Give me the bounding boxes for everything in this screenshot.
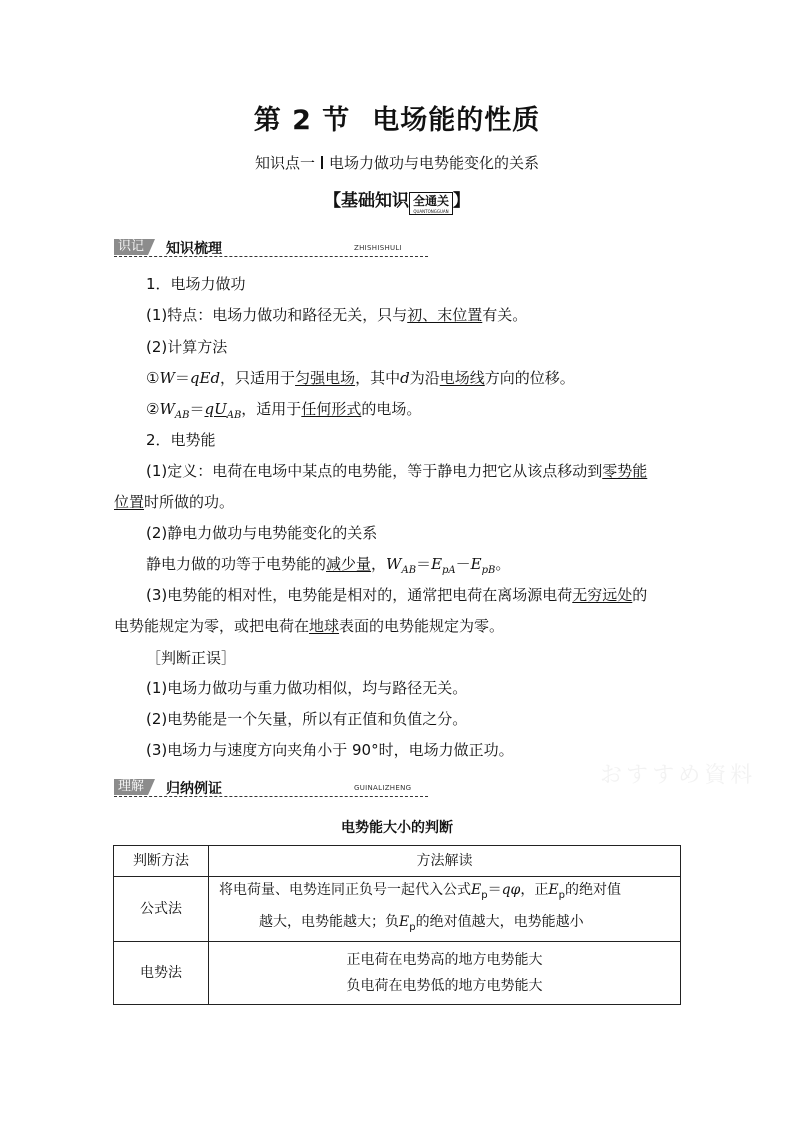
para-definition-line2: 位置时所做的功。 (114, 493, 235, 511)
section-tag: 识记 (114, 239, 148, 255)
para-relativity-line2: 电势能规定为零，或把电荷在地球表面的电势能规定为零。 (114, 617, 505, 635)
section-tag: 理解 (114, 779, 148, 795)
section-name: 知识梳理 (166, 241, 222, 257)
para-relation: (2)静电力做功与电势能变化的关系 (146, 524, 378, 542)
heading-work: 1．电场力做功 (146, 275, 246, 293)
judge-item-2: (2)电势能是一个矢量，所以有正值和负值之分。 (146, 710, 468, 728)
method-cell: 电势法 (114, 941, 209, 1004)
section-pinyin: ZHISHISHULI (354, 244, 402, 252)
judge-item-3: (3)电场力与速度方向夹角小于 90°时，电场力做正功。 (146, 741, 514, 759)
page-title: 第 2 节 电场能的性质 (253, 105, 541, 136)
section-name: 归纳例证 (166, 781, 222, 797)
para-relativity-line1: (3)电势能的相对性，电势能是相对的，通常把电荷在离场源电荷无穷远处的 (146, 586, 648, 604)
banner-box: 全通关 QUANTONGGUAN (409, 192, 453, 215)
table-header-cell: 判断方法 (114, 846, 209, 877)
basics-banner: 【基础知识 全通关 QUANTONGGUAN 】 (323, 191, 470, 214)
method-explanation: 正电荷在电势高的地方电势能大 负电荷在电势低的地方电势能大 (209, 941, 681, 1004)
table-header-cell: 方法解读 (209, 846, 681, 877)
knowledge-point-heading (0, 152, 794, 173)
table-caption: 电势能大小的判断 (341, 820, 453, 836)
method-cell: 公式法 (114, 877, 209, 942)
judge-title: ［判断正误］ (146, 649, 237, 667)
watermark: おすすめ資料 (600, 763, 757, 788)
para-definition-line1: (1)定义：电荷在电场中某点的电势能，等于静电力把它从该点移动到零势能 (146, 462, 648, 480)
section-header-review (114, 238, 428, 257)
heading-potential-energy: 2．电势能 (146, 431, 216, 449)
table-header-row (114, 846, 681, 877)
para-relation-detail: 静电力做的功等于电势能的减少量，$W_{AB}=E_{pA}-E_{pB}$。 (146, 555, 511, 576)
para-feature: (1)特点：电场力做功和路径无关，只与初、末位置有关。 (146, 306, 528, 324)
table-row (114, 877, 681, 942)
para-method: (2)计算方法 (146, 338, 228, 356)
table-row (114, 941, 681, 1004)
para-formula-1: ①W＝qEd，只适用于匀强电场，其中d为沿电场线方向的位移。 (146, 369, 575, 387)
judge-item-1: (1)电场力做功与重力做功相似，均与路径无关。 (146, 679, 468, 697)
method-explanation: 将电荷量、电势连同正负号一起代入公式$E_p=q\varphi$，正$E_p$的绝对值 越大，电势能越大；负$E_p$的绝对值越大，电势能越小 (209, 877, 681, 942)
knowledge-point-label: 知识点一 (254, 154, 315, 172)
knowledge-point-text: 电场力做功与电势能变化的关系 (329, 154, 540, 172)
judgment-table (113, 845, 681, 1005)
section-header-understand (114, 778, 428, 797)
section-pinyin: GUINALIZHENG (354, 784, 412, 792)
para-formula-2: $②W_{AB}=qU_{AB}$，适用于任何形式的电场。 (146, 400, 422, 421)
